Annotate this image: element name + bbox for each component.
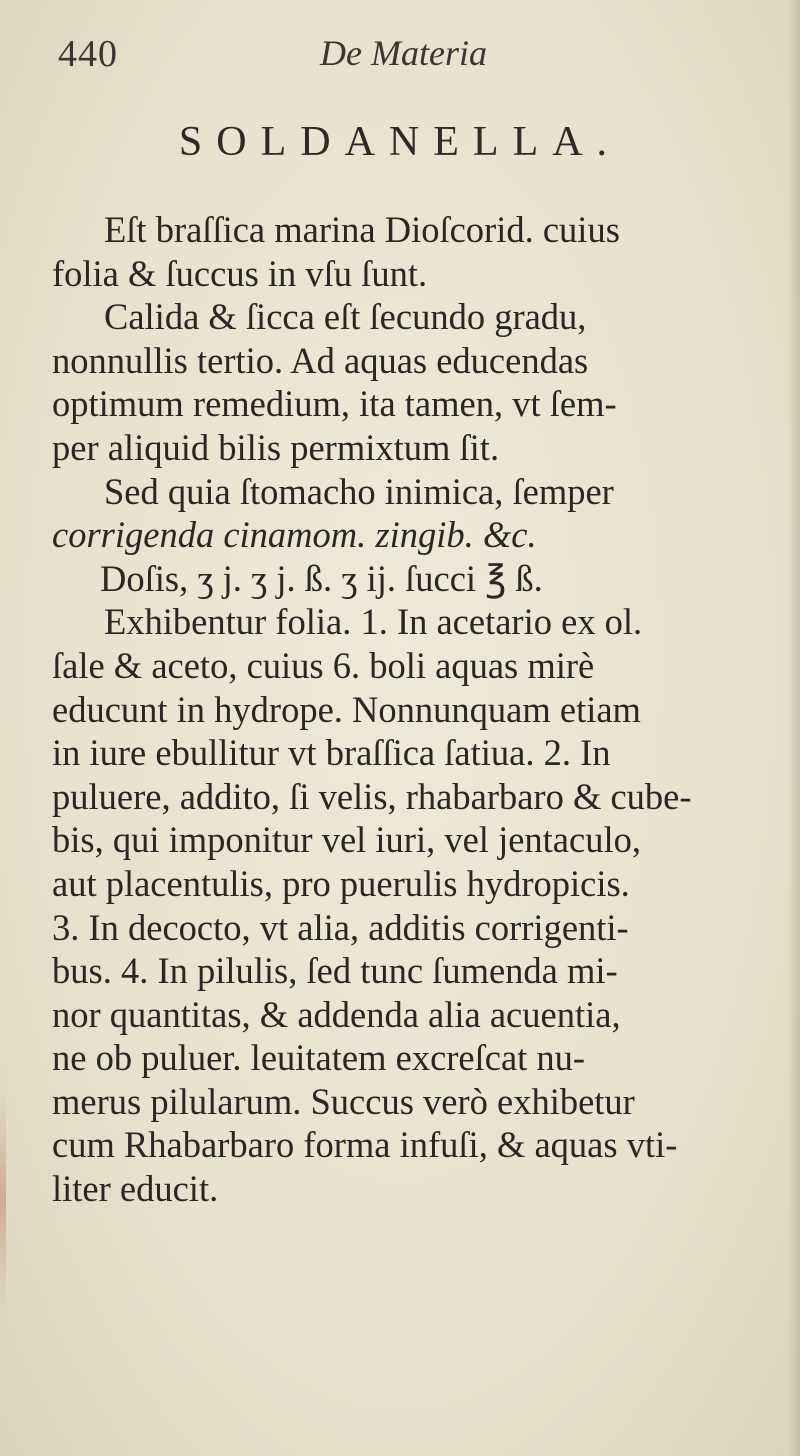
text-line: bus. 4. In pilulis, ſed tunc ſumenda mi- — [52, 950, 618, 992]
text-line: cum Rhabarbaro forma infuſi, & aquas vti- — [52, 1124, 678, 1166]
text-line: merus pilularum. Succus verò exhibetur — [52, 1080, 635, 1122]
section-title: SOLDANELLA. — [178, 119, 622, 165]
page-edge-stain — [0, 1090, 6, 1310]
text-line: Doſis, ʒ j. ʒ j. ß. ʒ ij. ſucci ℥ ß. — [100, 557, 543, 599]
text-line: Calida & ſicca eſt ſecundo gradu, — [104, 296, 587, 338]
text-line: folia & ſuccus in vſu ſunt. — [52, 252, 428, 294]
text-line: in iure ebullitur vt braſſica ſatiua. 2. In — [52, 732, 611, 774]
text-line: puluere, addito, ſi velis, rhabarbaro & cube- — [52, 775, 692, 817]
text-line: liter educit. — [52, 1168, 219, 1210]
text-line: ne ob puluer. leuitatem excreſcat nu- — [52, 1037, 586, 1079]
text-line: educunt in hydrope. Nonnunquam etiam — [52, 688, 641, 730]
text-line: Eſt braſſica marina Dioſcorid. cuius — [104, 209, 620, 250]
body-text — [52, 208, 764, 1211]
text-line: corrigenda cinamom. zingib. &c. — [52, 514, 537, 556]
text-line: aut placentulis, pro puerulis hydropicis. — [52, 862, 630, 904]
text-line: per aliquid bilis permixtum ſit. — [52, 426, 500, 468]
text-line: Sed quia ſtomacho inimica, ſemper — [104, 470, 614, 512]
text-line: bis, qui imponitur vel iuri, vel jentaculo, — [52, 819, 641, 861]
page-edge-shadow — [788, 0, 800, 1456]
text-line: Exhibentur folia. 1. In acetario ex ol. — [104, 601, 643, 643]
text-line: optimum remedium, ita tamen, vt ſem- — [52, 383, 617, 425]
text-line: ſale & aceto, cuius 6. boli aquas mirè — [52, 644, 595, 686]
text-line: 3. In decocto, vt alia, additis corrigenti- — [52, 906, 629, 948]
text-line: nor quantitas, & addenda alia acuentia, — [52, 993, 621, 1035]
page-number: 440 — [58, 33, 118, 75]
running-head: De Materia — [320, 33, 487, 73]
page-header — [58, 32, 748, 82]
text-line: nonnullis tertio. Ad aquas educendas — [52, 339, 589, 381]
